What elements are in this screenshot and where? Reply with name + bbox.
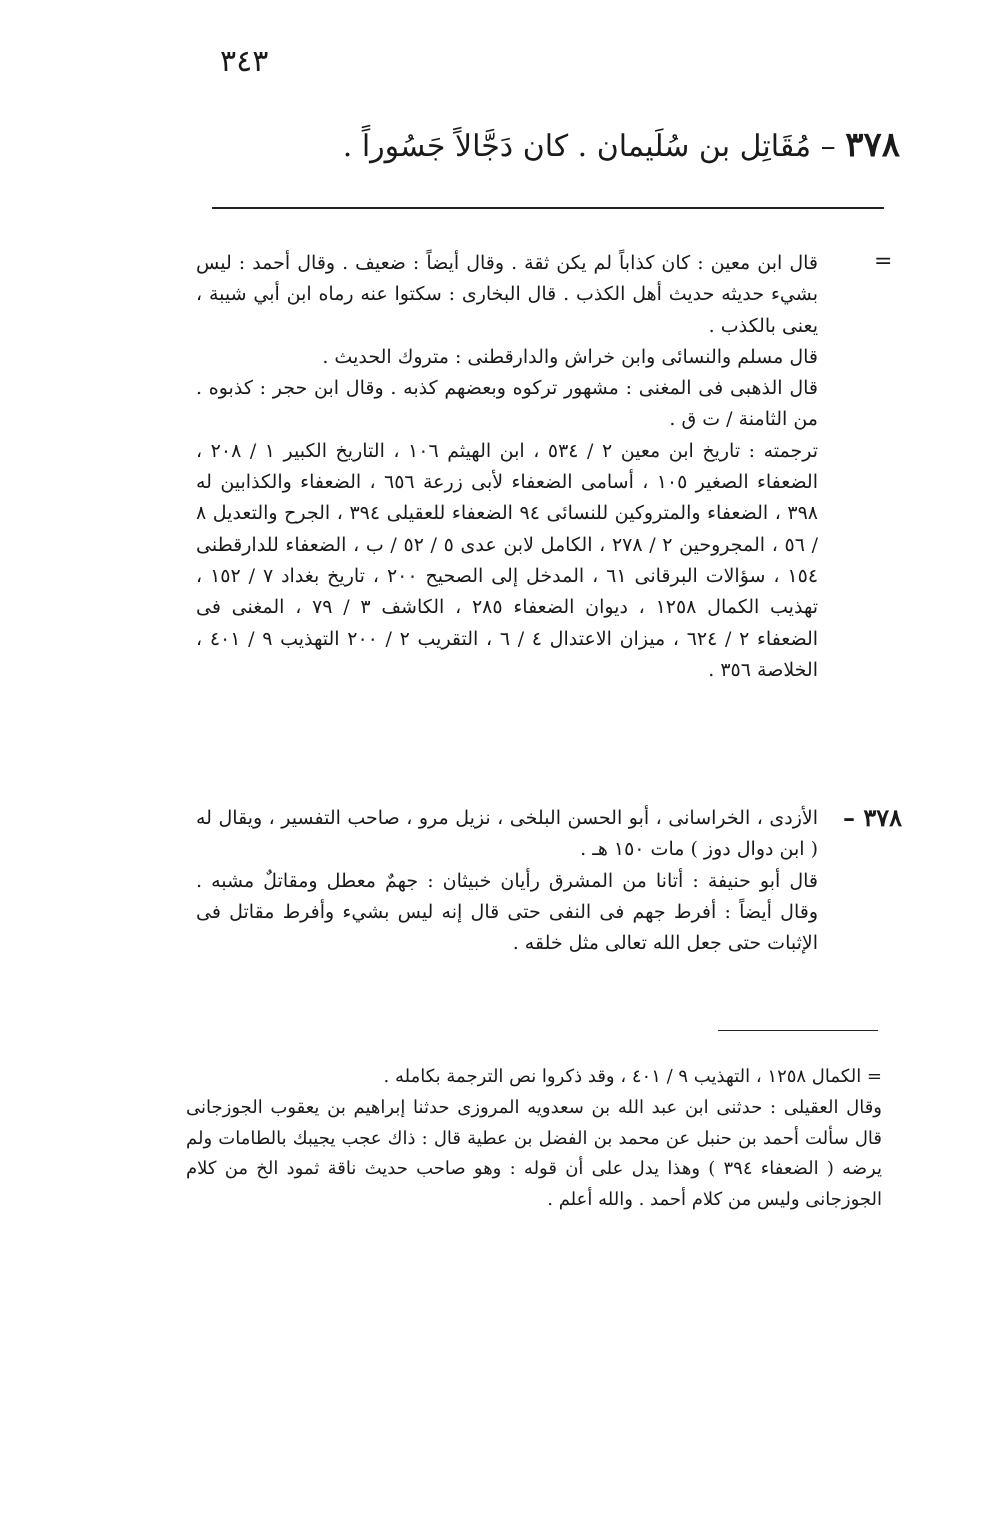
entry-heading xyxy=(250,120,900,172)
bio-paragraph-lineage: الأزدى ، الخراسانى ، أبو الحسن البلخى ، نزيل مرو ، صاحب التفسير ، ويقال له ( ابن دوال دوز ) مات ١٥٠ هـ . xyxy=(196,807,818,861)
header-divider xyxy=(212,207,884,209)
continuation-mark: = xyxy=(874,249,893,274)
paragraph-muslim-nasai: قال مسلم والنسائى وابن خراش والدارقطنى : متروك الحديث . xyxy=(322,345,818,368)
bio-text xyxy=(196,803,818,959)
paragraph-sources: ترجمته : تاريخ ابن معين ٢ / ٥٣٤ ، ابن الهيثم ١٠٦ ، التاريخ الكبير ١ / ٢٠٨ ، الضعفاء الصغير ١٠٥ ، أسامى الضعفاء لأبى زرعة ٦٥٦ ، الضعفاء والكذابين له ٣٩٨ ، الضعفاء والمتروكين للنسائى ٩٤ الضعفاء للعقيلى ٣٩٤ ، الجرح والتعديل ٨ / ٥٦ ، المجروحين ٢ / ٢٧٨ ، الكامل لابن عدى ٥ / ٥٢ / ب ، الضعفاء للدارقطنى ١٥٤ ، سؤالات البرقانى ٦١ ، المدخل إلى الصحيح ٢٠٠ ، تاريخ بغداد ٧ / ١٥٢ ، تهذيب الكمال ١٢٥٨ ، ديوان الضعفاء ٢٨٥ ، الكاشف ٣ / ٧٩ ، المغنى فى الضعفاء ٢ / ٦٢٤ ، ميزان الاعتدال ٤ / ٦ ، التقريب ٢ / ٢٠٠ التهذيب ٩ / ٤٠١ ، الخلاصة ٣٥٦ . xyxy=(196,439,819,681)
footnotes xyxy=(186,1062,882,1216)
footnote-continuation: = الكمال ١٢٥٨ ، التهذيب ٩ / ٤٠١ ، وقد ذكروا نص الترجمة بكامله . xyxy=(383,1066,882,1087)
entry-title: – مُقَاتِل بن سُلَيمان . كان دَجَّالاً جَسُوراً . xyxy=(342,129,836,164)
bio-paragraph-abu-hanifa: قال أبو حنيفة : أتانا من المشرق رأيان خبيثان : جهمٌ معطل ومقاتلٌ مشبه . وقال أيضاً : أفرط جهم فى النفى حتى قال إنه ليس بشيء وأفرط مقاتل فى الإثبات حتى جعل الله تعالى مثل خلقه . xyxy=(196,869,818,955)
page-number: ٣٤٣ xyxy=(220,44,269,79)
entry-number: ٣٧٨ xyxy=(845,125,900,165)
footnote-uqaili: وقال العقيلى : حدثنى ابن عبد الله بن سعدويه المروزى حدثنا إبراهيم بن يعقوب الجوزجانى قال سألت أحمد بن حنبل عن محمد بن الفضل بن عطية قال : ذاك عجب يجيبك بالطامات ولم يرضه ( الضعفاء ٣٩٤ ) وهذا يدل على أن قوله : وهو صاحب حديث ناقة ثمود الخ من كلام الجوزجانى وليس من كلام أحمد . والله أعلم . xyxy=(186,1096,882,1211)
bio-entry-number: ٣٧٨ – xyxy=(842,803,902,832)
paragraph-dhahabi: قال الذهبى فى المغنى : مشهور تركوه وبعضهم كذبه . وقال ابن حجر : كذبوه . من الثامنة / ت ق . xyxy=(196,377,818,431)
footnote-divider xyxy=(718,1030,878,1031)
paragraph-ibn-maeen: قال ابن معين : كان كذاباً لم يكن ثقة . وقال أيضاً : ضعيف . وقال أحمد : ليس بشيء حديثه حديث أهل الكذب . قال البخارى : سكتوا عنه رماه ابن أبي شيبة ، يعنى بالكذب . xyxy=(196,252,818,337)
main-text xyxy=(196,248,818,686)
